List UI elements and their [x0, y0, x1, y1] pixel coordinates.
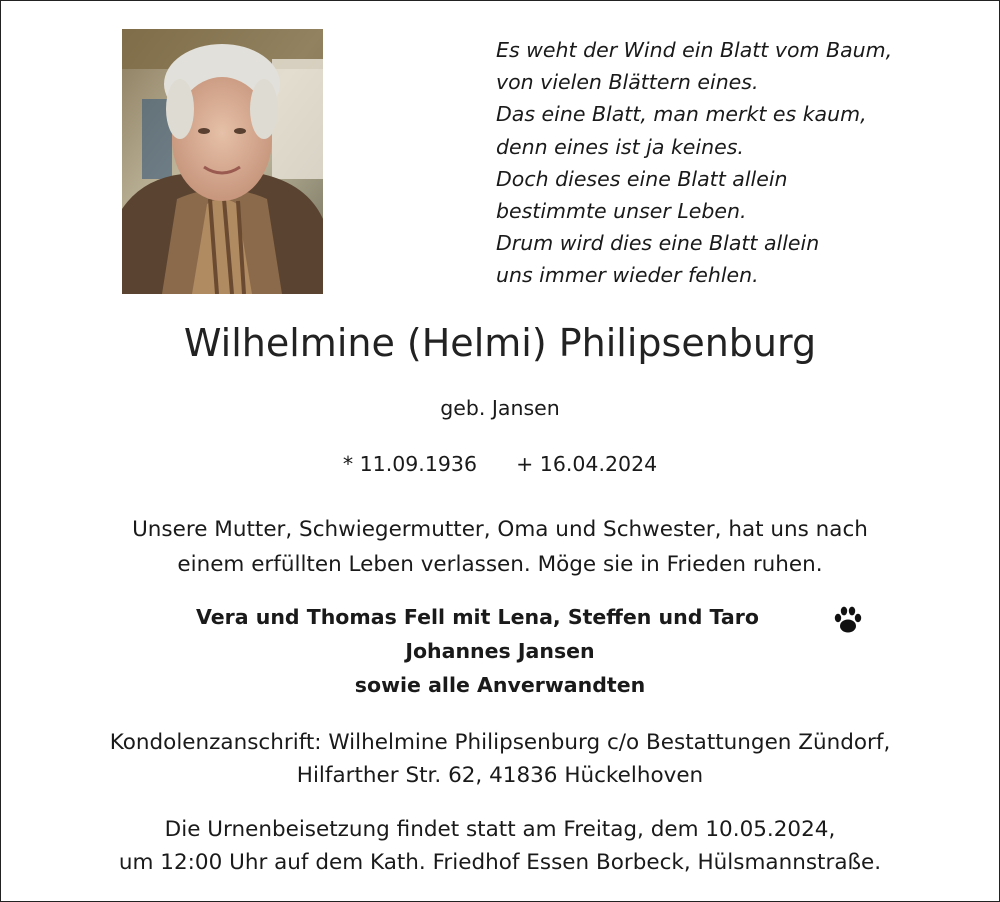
address-line: Hilfarther Str. 62, 41836 Hückelhoven: [296, 763, 704, 788]
mourners-line: Johannes Jansen: [405, 639, 595, 663]
poem-line: bestimmte unser Leben.: [496, 199, 747, 224]
mourners-line: Vera und Thomas Fell mit Lena, Steffen und Taro: [196, 605, 759, 629]
poem-line: Drum wird dies eine Blatt allein: [496, 231, 820, 256]
poem: [496, 34, 956, 292]
birth-name: geb. Jansen: [440, 396, 560, 420]
burial-line: um 12:00 Uhr auf dem Kath. Friedhof Essen Borbeck, Hülsmannstraße.: [118, 850, 882, 875]
poem-line: Doch dieses eine Blatt allein: [496, 166, 788, 191]
condolence-address: [0, 726, 1000, 792]
portrait-photo: [122, 29, 323, 294]
message-line: einem erfüllten Leben verlassen. Möge sie in Frieden ruhen.: [177, 552, 823, 577]
poem-line: uns immer wieder fehlen.: [496, 263, 759, 288]
mourners-line: sowie alle Anverwandten: [354, 673, 646, 697]
portrait-photo-illustration: [122, 29, 323, 294]
burial-line: Die Urnenbeisetzung findet statt am Freitag, dem 10.05.2024,: [164, 817, 836, 842]
address-line: Kondolenzanschrift: Wilhelmine Philipsenburg c/o Bestattungen Zündorf,: [109, 730, 891, 755]
poem-line: von vielen Blättern eines.: [496, 70, 759, 95]
farewell-message: [0, 512, 1000, 582]
life-dates: * 11.09.1936 + 16.04.2024: [342, 452, 658, 476]
paw-print-icon: [829, 600, 867, 638]
poem-line: denn eines ist ja keines.: [496, 134, 744, 159]
message-line: Unsere Mutter, Schwiegermutter, Oma und Schwester, hat uns nach: [132, 517, 868, 542]
deceased-name: Wilhelmine (Helmi) Philipsenburg: [183, 321, 817, 365]
burial-info: [0, 813, 1000, 879]
poem-line: Das eine Blatt, man merkt es kaum,: [496, 102, 867, 127]
poem-line: Es weht der Wind ein Blatt vom Baum,: [496, 38, 893, 62]
